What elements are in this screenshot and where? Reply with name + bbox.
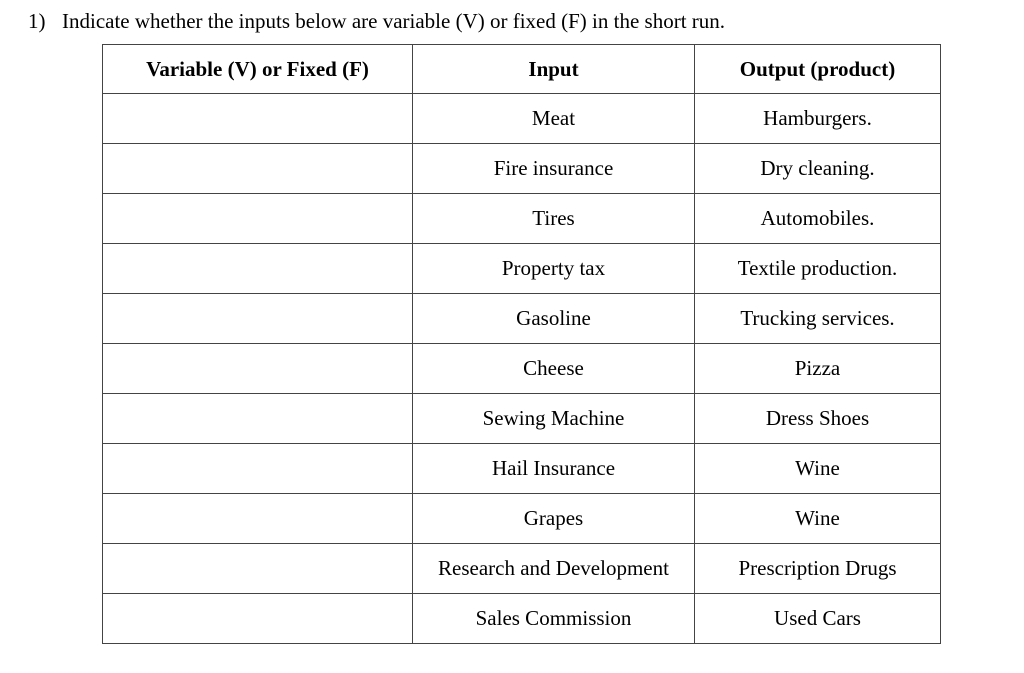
answer-cell[interactable] [103,194,413,244]
output-cell: Prescription Drugs [695,544,941,594]
header-input: Input [413,45,695,94]
output-cell: Wine [695,494,941,544]
input-cell: Gasoline [413,294,695,344]
output-cell: Textile production. [695,244,941,294]
input-cell: Property tax [413,244,695,294]
input-cell: Meat [413,94,695,144]
table-row [103,544,941,594]
input-cell: Sales Commission [413,594,695,644]
input-cell: Cheese [413,344,695,394]
question-text: Indicate whether the inputs below are variable (V) or fixed (F) in the short run. [62,9,726,33]
question-number: 1) [28,9,46,33]
output-cell: Wine [695,444,941,494]
input-cell: Fire insurance [413,144,695,194]
answer-cell[interactable] [103,244,413,294]
answer-cell[interactable] [103,394,413,444]
input-classification-table [102,44,941,644]
answer-cell[interactable] [103,444,413,494]
answer-cell[interactable] [103,544,413,594]
answer-cell[interactable] [103,594,413,644]
answer-cell[interactable] [103,94,413,144]
table-row [103,444,941,494]
input-cell: Sewing Machine [413,394,695,444]
table-row [103,144,941,194]
input-cell: Tires [413,194,695,244]
answer-cell[interactable] [103,144,413,194]
output-cell: Automobiles. [695,194,941,244]
output-cell: Dry cleaning. [695,144,941,194]
table-header-row [103,45,941,94]
table-row [103,94,941,144]
output-cell: Used Cars [695,594,941,644]
header-output: Output (product) [695,45,941,94]
input-cell: Research and Development [413,544,695,594]
table-row [103,244,941,294]
output-cell: Pizza [695,344,941,394]
table-row [103,344,941,394]
input-cell: Grapes [413,494,695,544]
answer-cell[interactable] [103,494,413,544]
output-cell: Trucking services. [695,294,941,344]
answer-cell[interactable] [103,344,413,394]
question-prompt [28,8,725,34]
table-row [103,394,941,444]
input-cell: Hail Insurance [413,444,695,494]
table-row [103,494,941,544]
header-variable-or-fixed: Variable (V) or Fixed (F) [103,45,413,94]
answer-cell[interactable] [103,294,413,344]
output-cell: Hamburgers. [695,94,941,144]
output-cell: Dress Shoes [695,394,941,444]
table-row [103,594,941,644]
table-row [103,194,941,244]
table-row [103,294,941,344]
